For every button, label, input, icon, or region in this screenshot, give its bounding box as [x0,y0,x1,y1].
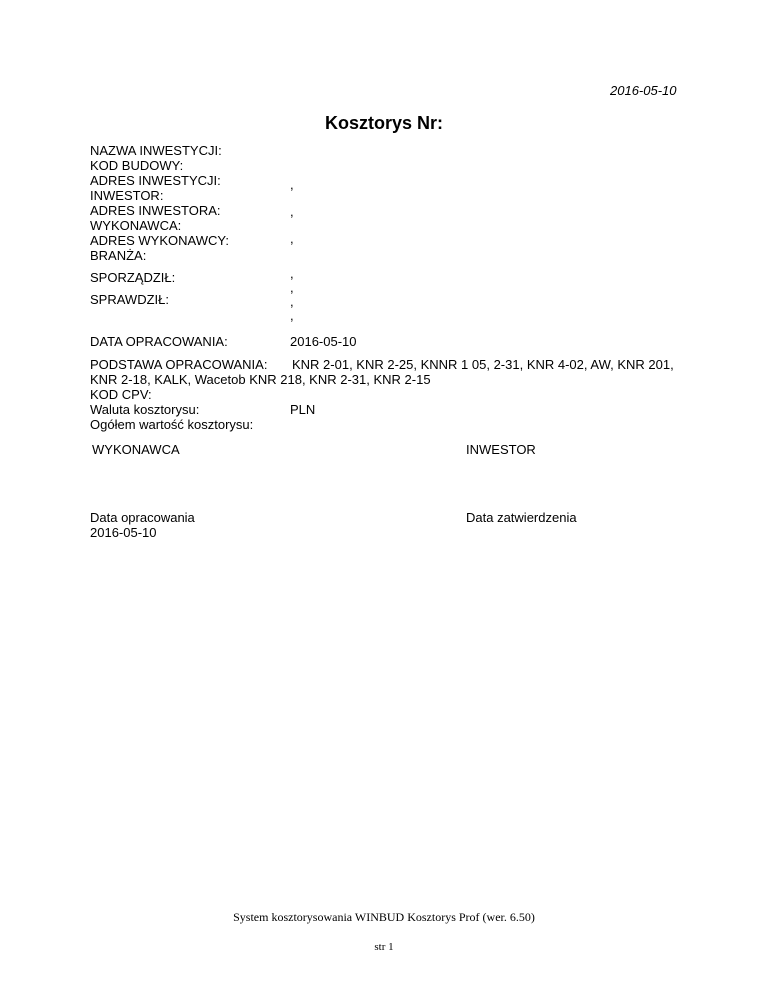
value-podstawa-line1: KNR 2-01, KNR 2-25, KNNR 1 05, 2-31, KNR 4-02, AW, KNR 201, [292,357,674,372]
value-adres-wykonawcy: , [290,231,294,246]
label-podstawa-opracowania: PODSTAWA OPRACOWANIA: [90,357,268,372]
label-adres-inwestora: ADRES INWESTORA: [90,203,221,218]
label-nazwa-inwestycji: NAZWA INWESTYCJI: [90,143,222,158]
document-title: Kosztorys Nr: [324,113,444,133]
footer-system-info: System kosztorysowania WINBUD Kosztorys Prof (wer. 6.50) [233,910,535,924]
value-waluta: PLN [290,402,316,417]
value-adres-inwestycji: , [290,177,294,192]
label-kod-budowy: KOD BUDOWY: [90,158,184,173]
value-sporzadzil-2: , [290,280,294,295]
label-inwestor: INWESTOR: [90,188,164,203]
value-sprawdzil-2: , [290,308,294,323]
label-sig-data-zatwierdzenia: Data zatwierdzenia [466,510,577,525]
value-sig-data-opracowania: 2016-05-10 [90,525,157,540]
page-number: str 1 [374,941,394,953]
label-adres-wykonawcy: ADRES WYKONAWCY: [90,233,229,248]
value-sporzadzil-1: , [290,266,294,281]
label-waluta: Waluta kosztorysu: [90,402,200,417]
value-podstawa-line2: KNR 2-18, KALK, Wacetob KNR 218, KNR 2-31, KNR 2-15 [90,372,431,387]
document-date: 2016-05-10 [610,83,677,98]
label-adres-inwestycji: ADRES INWESTYCJI: [90,173,221,188]
label-sig-data-opracowania: Data opracowania [90,510,195,525]
label-data-opracowania: DATA OPRACOWANIA: [90,334,228,349]
label-branza: BRANŻA: [90,248,147,263]
value-data-opracowania: 2016-05-10 [290,334,357,349]
label-wykonawca: WYKONAWCA: [90,218,182,233]
label-ogolem-wartosc: Ogółem wartość kosztorysu: [90,417,254,432]
label-sprawdzil: SPRAWDZIŁ: [90,292,169,307]
signature-wykonawca: WYKONAWCA [92,442,180,457]
label-kod-cpv: KOD CPV: [90,387,152,402]
value-sprawdzil-1: , [290,294,294,309]
signature-inwestor: INWESTOR [466,442,536,457]
label-sporzadzil: SPORZĄDZIŁ: [90,270,176,285]
value-adres-inwestora: , [290,204,294,219]
